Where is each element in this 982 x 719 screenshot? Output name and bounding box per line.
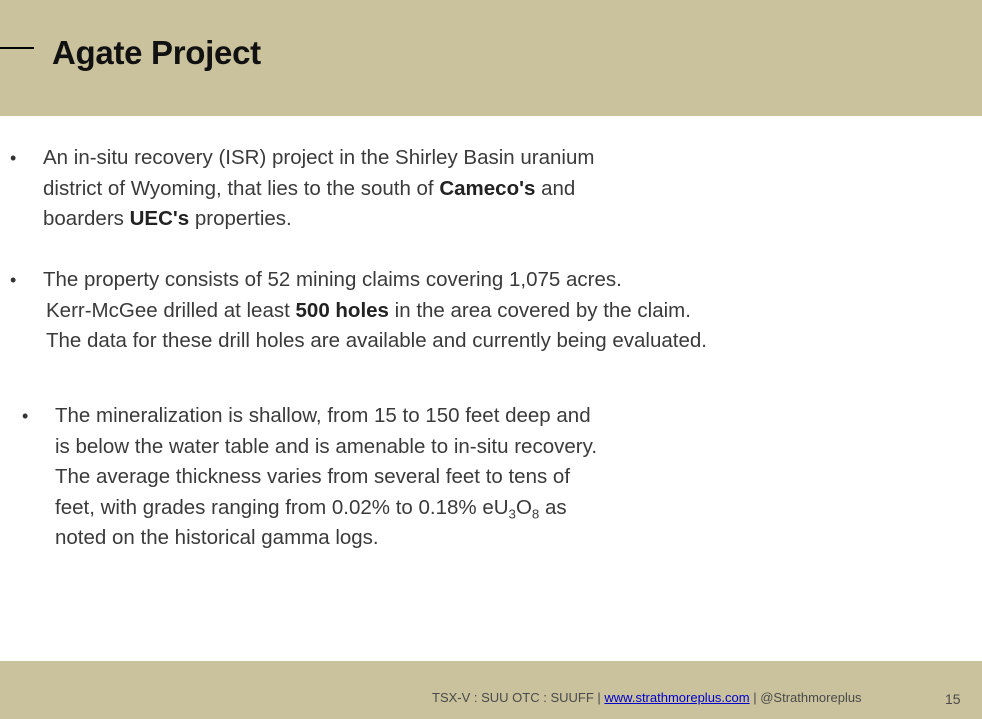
header-accent-rule xyxy=(0,47,34,49)
bullet-mineralization xyxy=(22,401,598,554)
bullet-3-line-1: The mineralization is shallow, from 15 to 150 feet deep and xyxy=(55,404,591,427)
bullet-property-claims xyxy=(10,265,707,357)
bullet-1-line-2: district of Wyoming, that lies to the south of Cameco's and xyxy=(43,176,576,200)
bullet-3-line-4: feet, with grades ranging from 0.02% to 0.18% $eU_3O_8$ as xyxy=(55,495,567,522)
bullet-dot-icon: • xyxy=(10,270,17,290)
bullet-dot-icon: • xyxy=(22,406,29,426)
bullet-1-line-3: boarders UEC's properties. xyxy=(43,207,292,230)
footer-band xyxy=(0,661,982,719)
bullet-3-line-3: The average thickness varies from several feet to tens of xyxy=(55,465,571,488)
bullet-2-line-3: The data for these drill holes are available and currently being evaluated. xyxy=(46,329,707,352)
bullet-dot-icon: • xyxy=(10,148,17,168)
bullet-2-line-2: Kerr-McGee drilled at least 500 holes in the area covered by the claim. xyxy=(46,298,691,322)
page-number: 15 xyxy=(945,691,961,707)
footer-handle: | @Strathmoreplus xyxy=(749,690,862,705)
slide-title: Agate Project xyxy=(52,34,261,71)
bullet-2-line-1: The property consists of 52 mining claims covering 1,075 acres. xyxy=(43,268,622,291)
footer-info xyxy=(432,690,862,705)
bullet-isr-project xyxy=(10,143,595,235)
header-band xyxy=(0,0,982,116)
bullet-3-line-2: is below the water table and is amenable to in-situ recovery. xyxy=(55,434,598,458)
bullet-3-line-5: noted on the historical gamma logs. xyxy=(55,526,379,549)
footer-tickers: TSX-V : SUU OTC : SUUFF | xyxy=(432,690,605,705)
bullet-1-line-1: An in-situ recovery (ISR) project in the Shirley Basin uranium xyxy=(43,146,595,169)
website-link[interactable]: www.strathmoreplus.com xyxy=(604,690,750,705)
